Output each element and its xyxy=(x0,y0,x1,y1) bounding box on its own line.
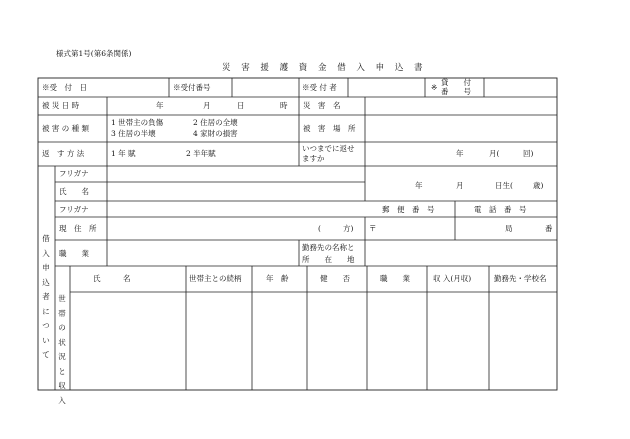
postal-mark: 〒 xyxy=(369,224,377,233)
birth-month-unit: 月 xyxy=(456,181,464,190)
disaster-date-label: 被 災 日 時 xyxy=(42,101,80,110)
repayment-method-label: 返 す 方 法 xyxy=(42,149,85,158)
damage-place-label: 被 害 場 所 xyxy=(303,124,356,133)
page-title: 災 害 援 護 資 金 借 入 申 込 書 xyxy=(222,63,427,73)
postal-code-label: 郵 便 番 号 xyxy=(382,205,435,214)
name-label: 氏 名 xyxy=(59,187,89,196)
phone-kyoku-unit: 局 xyxy=(505,224,513,233)
table-header-workplace: 勤務先・学校名 xyxy=(494,274,547,283)
loan-number-mark: ※ xyxy=(431,83,438,92)
workplace-label-1: 勤務先の名称と xyxy=(302,243,355,252)
repayment-times-unit: 回) xyxy=(523,149,534,158)
table-header-age: 年 齢 xyxy=(266,274,289,283)
table-header-health: 健 否 xyxy=(320,274,350,283)
household-section-label: 世帯の状況と収入 xyxy=(58,294,66,405)
table-header-income: 収 入(月収) xyxy=(433,274,472,283)
birth-day-unit: 日生( xyxy=(495,181,513,190)
disaster-year-unit: 年 xyxy=(156,101,164,110)
damage-option-2: 2 住居の全壊 xyxy=(193,118,238,127)
damage-type-label: 被 害 の 種 類 xyxy=(42,124,90,133)
receipt-number-label: ※受付番号 xyxy=(173,83,211,92)
disaster-month-unit: 月 xyxy=(203,101,211,110)
workplace-label-2: 所 在 地 xyxy=(302,255,355,264)
furigana-address-label: フリガナ xyxy=(59,205,89,214)
form-number: 様式第1号(第6条関係) xyxy=(56,49,132,58)
table-header-relation: 世帯主との続柄 xyxy=(189,274,242,283)
receipt-date-label: ※受 付 日 xyxy=(42,83,87,92)
address-label: 現 住 所 xyxy=(59,224,97,233)
birth-year-unit: 年 xyxy=(415,181,423,190)
repayment-month-unit: 月( xyxy=(489,149,500,158)
address-paren-close: 方) xyxy=(343,224,354,233)
phone-ban-unit: 番 xyxy=(545,224,553,233)
job-label: 職 業 xyxy=(59,249,89,258)
disaster-day-unit: 日 xyxy=(237,101,245,110)
phone-number-label: 電 話 番 号 xyxy=(474,205,527,214)
table-header-job: 職 業 xyxy=(380,274,410,283)
damage-option-3: 3 住居の半壊 xyxy=(111,129,156,138)
repayment-option-annual: 1 年 賦 xyxy=(111,149,136,158)
damage-option-4: 4 家財の損害 xyxy=(193,129,238,138)
repayment-when-label-1: いつまでに返せ xyxy=(302,144,355,153)
disaster-name-label: 災 害 名 xyxy=(303,101,341,110)
repayment-when-label-2: ますか xyxy=(302,154,325,163)
receipt-person-label: ※受 付 者 xyxy=(302,83,337,92)
address-paren-open: ( xyxy=(318,224,321,233)
repayment-year-unit: 年 xyxy=(456,149,464,158)
damage-option-1: 1 世帯主の負傷 xyxy=(111,118,164,127)
applicant-section-label: 借入申込者について xyxy=(42,234,50,359)
loan-number-label-top: 貸 付 xyxy=(441,78,471,87)
repayment-option-semiannual: 2 半年賦 xyxy=(186,149,216,158)
furigana-label: フリガナ xyxy=(59,169,89,178)
disaster-hour-unit: 時 xyxy=(280,101,288,110)
birth-age-unit: 歳) xyxy=(533,181,544,190)
table-header-name: 氏 名 xyxy=(93,274,131,283)
loan-number-label-bottom: 番 号 xyxy=(441,87,471,96)
